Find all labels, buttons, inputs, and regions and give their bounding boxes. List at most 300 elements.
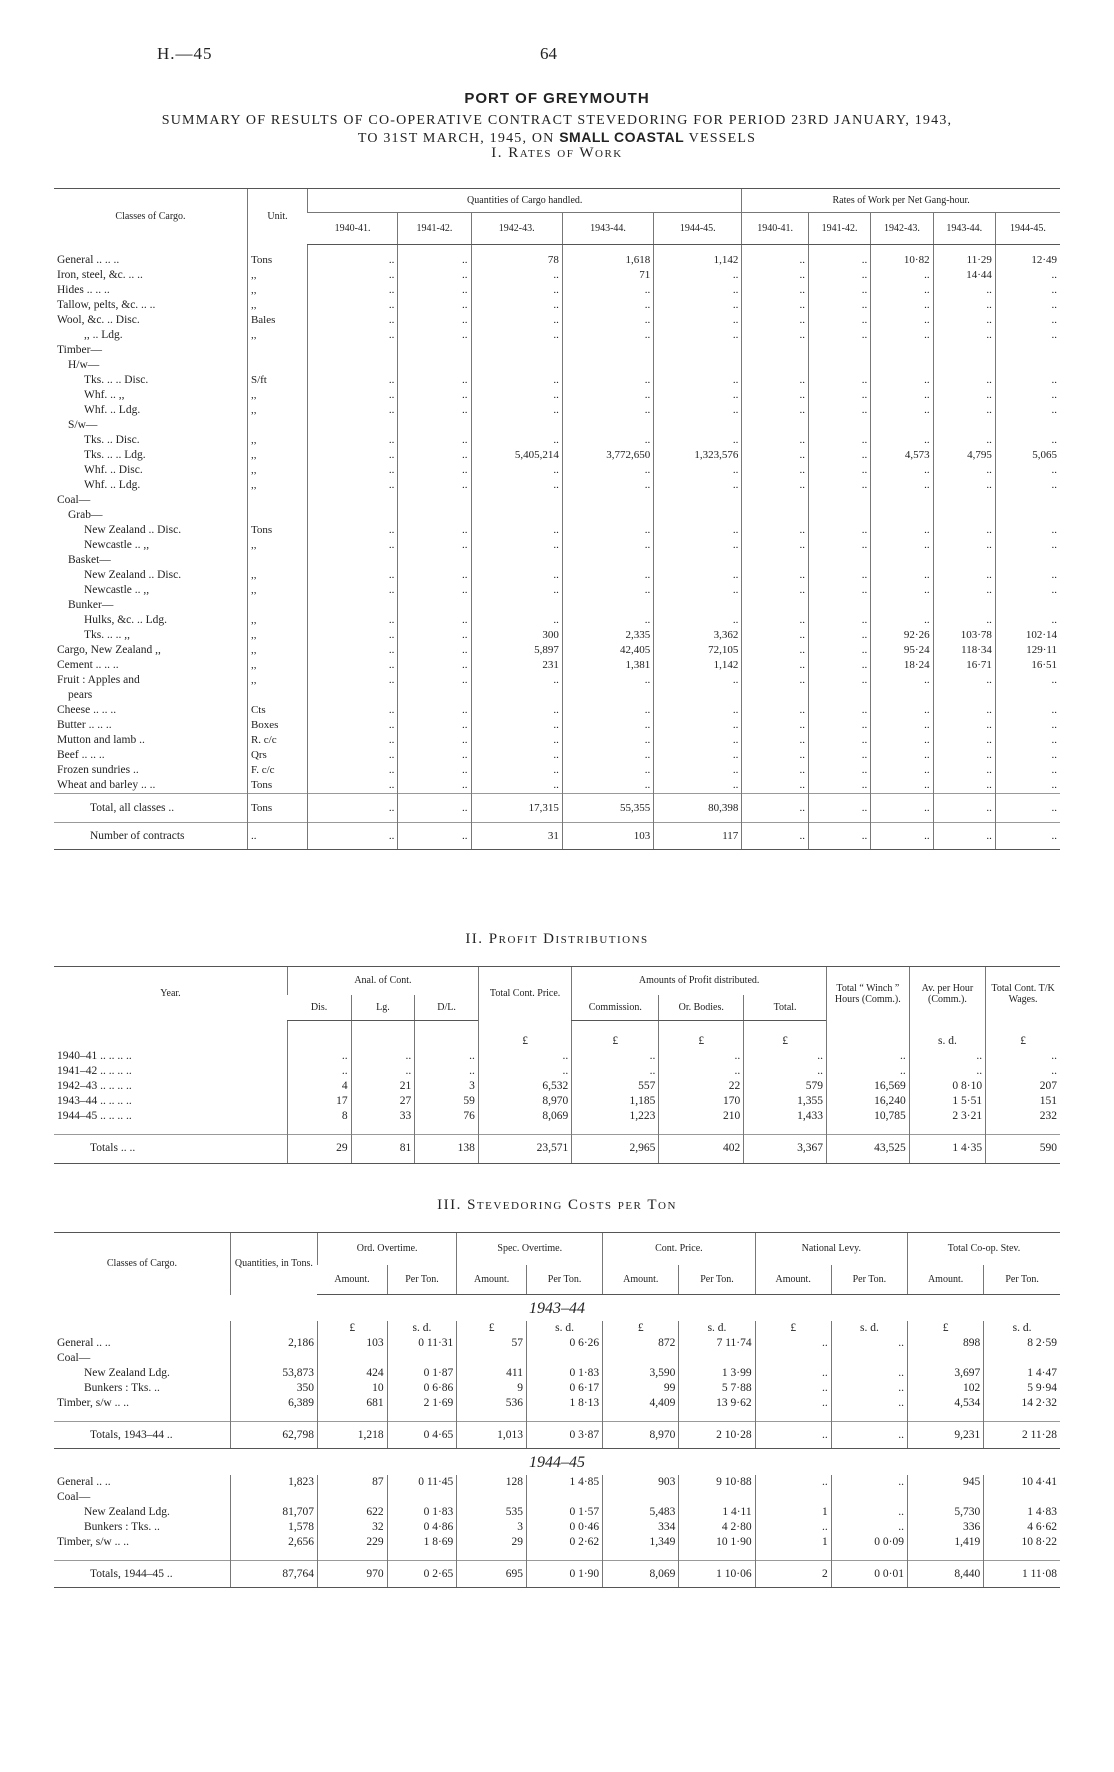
- row-label: Frozen sundries ..: [57, 764, 139, 776]
- row-unit: ,,: [247, 448, 307, 463]
- value-cell: 3: [415, 1079, 479, 1094]
- quantity-cell: 31: [471, 823, 562, 850]
- row-label: Timber, s/w .. ..: [57, 1397, 129, 1409]
- quantity-cell: [562, 508, 653, 523]
- row-label: ,, .. Ldg.: [84, 329, 123, 341]
- rate-cell: ..: [742, 613, 809, 628]
- row-label: New Zealand .. Disc.: [84, 569, 182, 581]
- quantity-cell: 72,105: [654, 643, 742, 658]
- quantity-cell: ..: [308, 328, 398, 343]
- rate-cell: [742, 493, 809, 508]
- value-cell: ..: [744, 1049, 827, 1064]
- row-label: Hides .. .. ..: [57, 284, 110, 296]
- rate-cell: 16·51: [995, 658, 1060, 673]
- table-row: [54, 1535, 1060, 1550]
- rate-cell: ..: [995, 778, 1060, 794]
- rate-cell: [871, 688, 933, 703]
- value-cell: 0 0·09: [831, 1535, 907, 1550]
- value-cell: 3,367: [744, 1134, 827, 1163]
- row-label: Timber, s/w .. ..: [57, 1536, 129, 1548]
- value-cell: 53,873: [230, 1366, 317, 1381]
- quantity-cell: ..: [308, 583, 398, 598]
- row-unit: ,,: [247, 268, 307, 283]
- rate-cell: [742, 358, 809, 373]
- rate-cell: [933, 598, 995, 613]
- quantity-cell: ..: [562, 613, 653, 628]
- value-cell: 536: [457, 1396, 527, 1411]
- value-cell: 10 4·41: [984, 1475, 1060, 1490]
- table-row: [54, 1351, 1060, 1366]
- rate-cell: ..: [933, 703, 995, 718]
- value-cell: ..: [831, 1422, 907, 1449]
- rate-cell: [871, 508, 933, 523]
- quantity-cell: 2,335: [562, 628, 653, 643]
- table-row: [54, 388, 1060, 403]
- table-row: [54, 568, 1060, 583]
- quantity-cell: ..: [471, 478, 562, 493]
- value-cell: 10,785: [826, 1109, 909, 1124]
- quantity-cell: [308, 358, 398, 373]
- row-label: Wool, &c. .. Disc.: [57, 314, 140, 326]
- quantity-cell: ..: [654, 568, 742, 583]
- quantity-cell: ..: [308, 268, 398, 283]
- rate-cell: ..: [933, 583, 995, 598]
- header-unit: Unit.: [247, 189, 307, 245]
- quantity-cell: ..: [654, 748, 742, 763]
- value-cell: 170: [659, 1094, 744, 1109]
- value-cell: 0 1·90: [526, 1561, 602, 1588]
- header-per-ton: Per Ton.: [831, 1265, 907, 1295]
- value-cell: ..: [831, 1520, 907, 1535]
- rate-cell: 92·26: [871, 628, 933, 643]
- quantity-cell: ..: [398, 268, 471, 283]
- rate-cell: ..: [742, 373, 809, 388]
- value-cell: 2,965: [572, 1134, 659, 1163]
- row-label: Grab—: [68, 509, 103, 521]
- quantity-cell: ..: [308, 703, 398, 718]
- table-row: [54, 673, 1060, 688]
- value-cell: ..: [826, 1049, 909, 1064]
- rate-cell: [871, 493, 933, 508]
- row-unit: ,,: [247, 673, 307, 688]
- unit-cell: [54, 1321, 230, 1336]
- section-3-heading: III. Stevedoring Costs per Ton: [437, 1197, 677, 1213]
- page-title: PORT OF GREYMOUTH: [464, 90, 650, 107]
- value-cell: 3,590: [603, 1366, 679, 1381]
- rate-cell: ..: [808, 478, 870, 493]
- rate-cell: ..: [933, 523, 995, 538]
- quantity-cell: [562, 598, 653, 613]
- value-cell: ..: [909, 1049, 985, 1064]
- quantity-cell: [654, 598, 742, 613]
- value-cell: ..: [755, 1422, 831, 1449]
- rate-cell: ..: [742, 733, 809, 748]
- row-label: Tks. .. .. ,,: [84, 629, 130, 641]
- value-cell: 0 11·31: [387, 1336, 457, 1351]
- value-cell: 2: [755, 1561, 831, 1588]
- rate-cell: ..: [742, 673, 809, 688]
- quantity-cell: ..: [471, 568, 562, 583]
- quantity-cell: ..: [308, 673, 398, 688]
- quantity-cell: ..: [562, 733, 653, 748]
- header-qty-year: 1944-45.: [654, 213, 742, 245]
- row-label: Butter .. .. ..: [57, 719, 112, 731]
- unit-cell: £: [603, 1321, 679, 1336]
- rate-cell: ..: [995, 748, 1060, 763]
- rate-cell: ..: [871, 283, 933, 298]
- row-unit: Tons: [247, 523, 307, 538]
- value-cell: 5,730: [908, 1505, 984, 1520]
- quantity-cell: ..: [654, 583, 742, 598]
- subtitle-line-1: SUMMARY OF RESULTS OF CO-OPERATIVE CONTRACT STEVEDORING FOR PERIOD 23RD JANUARY, 1943,: [161, 113, 953, 128]
- value-cell: 8,069: [478, 1109, 571, 1124]
- row-unit: ..: [247, 823, 307, 850]
- rate-cell: ..: [995, 268, 1060, 283]
- rate-cell: [742, 343, 809, 358]
- rate-cell: ..: [808, 583, 870, 598]
- rate-cell: ..: [995, 313, 1060, 328]
- header-or-bodies: Or. Bodies.: [659, 995, 744, 1021]
- value-cell: 9 10·88: [679, 1475, 755, 1490]
- rate-cell: 118·34: [933, 643, 995, 658]
- rate-cell: ..: [808, 283, 870, 298]
- row-label: Total, all classes ..: [54, 794, 247, 823]
- quantity-cell: ..: [471, 703, 562, 718]
- quantity-cell: ..: [308, 463, 398, 478]
- value-cell: 81,707: [230, 1505, 317, 1520]
- value-cell: ..: [831, 1396, 907, 1411]
- header-qty-year: 1941-42.: [398, 213, 471, 245]
- quantity-cell: [471, 598, 562, 613]
- value-cell: 16,569: [826, 1079, 909, 1094]
- value-cell: 81: [351, 1134, 415, 1163]
- quantity-cell: ..: [398, 583, 471, 598]
- value-cell: 5 9·94: [984, 1381, 1060, 1396]
- quantity-cell: [562, 688, 653, 703]
- rate-cell: ..: [871, 794, 933, 823]
- table-row: [54, 1520, 1060, 1535]
- value-cell: ..: [287, 1049, 351, 1064]
- rate-cell: ..: [808, 703, 870, 718]
- value-cell: 1,013: [457, 1422, 527, 1449]
- quantity-cell: ..: [654, 388, 742, 403]
- quantity-cell: ..: [308, 298, 398, 313]
- value-cell: ..: [755, 1396, 831, 1411]
- value-cell: 898: [908, 1336, 984, 1351]
- row-unit: [247, 508, 307, 523]
- value-cell: [755, 1490, 831, 1505]
- rate-cell: ..: [933, 794, 995, 823]
- value-cell: 4,409: [603, 1396, 679, 1411]
- quantity-cell: ..: [471, 433, 562, 448]
- quantity-cell: ..: [398, 298, 471, 313]
- rate-cell: ..: [871, 613, 933, 628]
- quantity-cell: ..: [398, 283, 471, 298]
- rate-cell: 10·82: [871, 253, 933, 268]
- value-cell: 945: [908, 1475, 984, 1490]
- page-reference: H.—45: [157, 44, 213, 63]
- quantity-cell: ..: [654, 373, 742, 388]
- quantity-cell: ..: [562, 538, 653, 553]
- quantity-cell: 55,355: [562, 794, 653, 823]
- rate-cell: 12·49: [995, 253, 1060, 268]
- rate-cell: ..: [742, 718, 809, 733]
- value-cell: 1 4·11: [679, 1505, 755, 1520]
- row-label: General .. ..: [57, 1337, 111, 1349]
- header-amount: Amount.: [908, 1265, 984, 1295]
- unit-cell: s. d.: [984, 1321, 1060, 1336]
- quantity-cell: [562, 358, 653, 373]
- value-cell: 2 1·69: [387, 1396, 457, 1411]
- rate-cell: ..: [871, 748, 933, 763]
- row-year: Totals .. ..: [54, 1134, 287, 1163]
- value-cell: 402: [659, 1134, 744, 1163]
- table-row: [54, 1381, 1060, 1396]
- rate-cell: ..: [933, 373, 995, 388]
- value-cell: [908, 1351, 984, 1366]
- table-row: [54, 613, 1060, 628]
- quantity-cell: ..: [308, 448, 398, 463]
- rate-cell: ..: [808, 794, 870, 823]
- stevedoring-costs-table: [54, 1232, 1060, 1588]
- value-cell: [526, 1490, 602, 1505]
- value-cell: [831, 1490, 907, 1505]
- rate-cell: ..: [871, 478, 933, 493]
- row-unit: [247, 688, 307, 703]
- rate-cell: ..: [808, 658, 870, 673]
- totals-row: [54, 1422, 1060, 1449]
- header-lg: Lg.: [351, 995, 415, 1021]
- quantity-cell: ..: [471, 763, 562, 778]
- rate-cell: ..: [871, 703, 933, 718]
- rate-cell: [933, 358, 995, 373]
- value-cell: 903: [603, 1475, 679, 1490]
- table-row: [54, 283, 1060, 298]
- value-cell: ..: [755, 1336, 831, 1351]
- quantity-cell: ..: [308, 478, 398, 493]
- rate-cell: ..: [742, 763, 809, 778]
- rate-cell: ..: [742, 523, 809, 538]
- row-unit: ,,: [247, 478, 307, 493]
- table-row: [54, 553, 1060, 568]
- rate-cell: ..: [933, 763, 995, 778]
- rate-cell: ..: [995, 673, 1060, 688]
- rate-cell: ..: [995, 763, 1060, 778]
- rate-cell: [871, 418, 933, 433]
- quantity-cell: ..: [654, 523, 742, 538]
- header-total-coop: Total Co-op. Stev.: [908, 1233, 1061, 1265]
- value-cell: 8,440: [908, 1561, 984, 1588]
- row-label: New Zealand Ldg.: [84, 1367, 170, 1379]
- quantity-cell: ..: [308, 823, 398, 850]
- rate-cell: ..: [995, 523, 1060, 538]
- rate-cell: ..: [871, 673, 933, 688]
- quantity-cell: ..: [308, 253, 398, 268]
- table-row: [54, 343, 1060, 358]
- row-unit: ,,: [247, 658, 307, 673]
- value-cell: [603, 1351, 679, 1366]
- quantity-cell: [654, 493, 742, 508]
- quantity-cell: ..: [562, 703, 653, 718]
- value-cell: 1,578: [230, 1520, 317, 1535]
- rate-cell: ..: [995, 718, 1060, 733]
- table-row: [54, 1505, 1060, 1520]
- value-cell: 1 4·35: [909, 1134, 985, 1163]
- table-row: [54, 1336, 1060, 1351]
- units-row: [54, 1321, 1060, 1336]
- quantity-cell: ..: [471, 298, 562, 313]
- row-label: Newcastle .. ,,: [84, 584, 150, 596]
- row-label: Tks. .. Disc.: [84, 434, 140, 446]
- quantity-cell: [308, 598, 398, 613]
- header-winch-hours: Total “ Winch ” Hours (Comm.).: [826, 967, 909, 1021]
- rate-cell: ..: [808, 253, 870, 268]
- quantity-cell: ..: [471, 463, 562, 478]
- rate-cell: ..: [871, 388, 933, 403]
- rate-cell: ..: [742, 643, 809, 658]
- quantity-cell: ..: [398, 568, 471, 583]
- rate-cell: ..: [871, 433, 933, 448]
- row-label: General .. ..: [57, 1476, 111, 1488]
- unit-cell: s. d.: [909, 1021, 985, 1049]
- quantity-cell: ..: [398, 748, 471, 763]
- rate-cell: [933, 418, 995, 433]
- rate-cell: ..: [808, 313, 870, 328]
- value-cell: 8 2·59: [984, 1336, 1060, 1351]
- quantity-cell: [654, 343, 742, 358]
- quantity-cell: ..: [308, 568, 398, 583]
- quantity-cell: ..: [308, 433, 398, 448]
- rate-cell: [933, 553, 995, 568]
- value-cell: ..: [351, 1049, 415, 1064]
- rate-cell: ..: [808, 448, 870, 463]
- value-cell: 1,823: [230, 1475, 317, 1490]
- value-cell: ..: [287, 1064, 351, 1079]
- row-year: 1943–44 .. .. .. ..: [57, 1094, 132, 1107]
- value-cell: 0 6·26: [526, 1336, 602, 1351]
- table-row: [54, 268, 1060, 283]
- table-row: [54, 658, 1060, 673]
- rate-cell: [871, 553, 933, 568]
- quantity-cell: [654, 688, 742, 703]
- rate-cell: [871, 598, 933, 613]
- quantity-cell: ..: [471, 673, 562, 688]
- rate-cell: ..: [808, 823, 870, 850]
- value-cell: 9: [457, 1381, 527, 1396]
- unit-cell: [54, 1021, 287, 1049]
- value-cell: 1,349: [603, 1535, 679, 1550]
- rate-cell: ..: [742, 778, 809, 794]
- value-cell: 0 1·87: [387, 1366, 457, 1381]
- rate-cell: [808, 688, 870, 703]
- quantity-cell: ..: [398, 388, 471, 403]
- quantity-cell: ..: [398, 613, 471, 628]
- header-qty-year: 1940-41.: [308, 213, 398, 245]
- rate-cell: 16·71: [933, 658, 995, 673]
- table-row: [54, 598, 1060, 613]
- quantity-cell: 80,398: [654, 794, 742, 823]
- header-dl: D/L.: [415, 995, 479, 1021]
- unit-cell: s. d.: [387, 1321, 457, 1336]
- quantity-cell: 1,618: [562, 253, 653, 268]
- value-cell: 1 4·85: [526, 1475, 602, 1490]
- value-cell: ..: [415, 1064, 479, 1079]
- header-total: Total.: [744, 995, 827, 1021]
- value-cell: 1,355: [744, 1094, 827, 1109]
- year-heading-row: [54, 1295, 1060, 1322]
- quantity-cell: [398, 358, 471, 373]
- header-classes: Classes of Cargo.: [54, 189, 247, 245]
- rate-cell: [995, 418, 1060, 433]
- value-cell: 2,186: [230, 1336, 317, 1351]
- rate-cell: ..: [933, 463, 995, 478]
- rate-cell: ..: [995, 328, 1060, 343]
- header-amount: Amount.: [457, 1265, 527, 1295]
- quantity-cell: ..: [308, 523, 398, 538]
- year-heading-row: [54, 1449, 1060, 1476]
- row-unit: [247, 598, 307, 613]
- rate-cell: ..: [742, 794, 809, 823]
- rate-cell: ..: [871, 313, 933, 328]
- rate-cell: [808, 343, 870, 358]
- quantity-cell: ..: [471, 538, 562, 553]
- quantity-cell: ..: [308, 313, 398, 328]
- row-unit: [247, 358, 307, 373]
- value-cell: 43,525: [826, 1134, 909, 1163]
- quantity-cell: ..: [308, 283, 398, 298]
- rate-cell: ..: [742, 538, 809, 553]
- value-cell: [230, 1490, 317, 1505]
- unit-cell: £: [744, 1021, 827, 1049]
- value-cell: 1,223: [572, 1109, 659, 1124]
- row-label: Totals, 1943–44 ..: [54, 1422, 230, 1449]
- rate-cell: ..: [808, 778, 870, 794]
- quantity-cell: ..: [654, 673, 742, 688]
- quantity-cell: 42,405: [562, 643, 653, 658]
- quantity-cell: ..: [398, 448, 471, 463]
- value-cell: 0 6·86: [387, 1381, 457, 1396]
- quantity-cell: ..: [654, 283, 742, 298]
- row-label: S/w—: [68, 419, 98, 431]
- rate-cell: ..: [933, 388, 995, 403]
- rate-cell: ..: [933, 823, 995, 850]
- header-rate-year: 1942-43.: [871, 213, 933, 245]
- value-cell: 4,534: [908, 1396, 984, 1411]
- quantity-cell: ..: [308, 643, 398, 658]
- row-unit: ,,: [247, 463, 307, 478]
- row-unit: ,,: [247, 583, 307, 598]
- value-cell: 151: [986, 1094, 1060, 1109]
- table-row: [54, 1049, 1060, 1064]
- value-cell: 424: [317, 1366, 387, 1381]
- quantity-cell: [471, 343, 562, 358]
- value-cell: ..: [659, 1049, 744, 1064]
- value-cell: [387, 1351, 457, 1366]
- value-cell: [457, 1351, 527, 1366]
- value-cell: ..: [831, 1366, 907, 1381]
- value-cell: 87,764: [230, 1561, 317, 1588]
- unit-cell: £: [755, 1321, 831, 1336]
- quantity-cell: ..: [308, 628, 398, 643]
- rate-cell: ..: [808, 463, 870, 478]
- quantity-cell: ..: [562, 718, 653, 733]
- quantity-cell: ..: [562, 463, 653, 478]
- value-cell: [457, 1490, 527, 1505]
- rate-cell: ..: [808, 613, 870, 628]
- row-unit: ,,: [247, 538, 307, 553]
- row-year: 1940–41 .. .. .. ..: [57, 1049, 132, 1062]
- row-label: Beef .. .. ..: [57, 749, 105, 761]
